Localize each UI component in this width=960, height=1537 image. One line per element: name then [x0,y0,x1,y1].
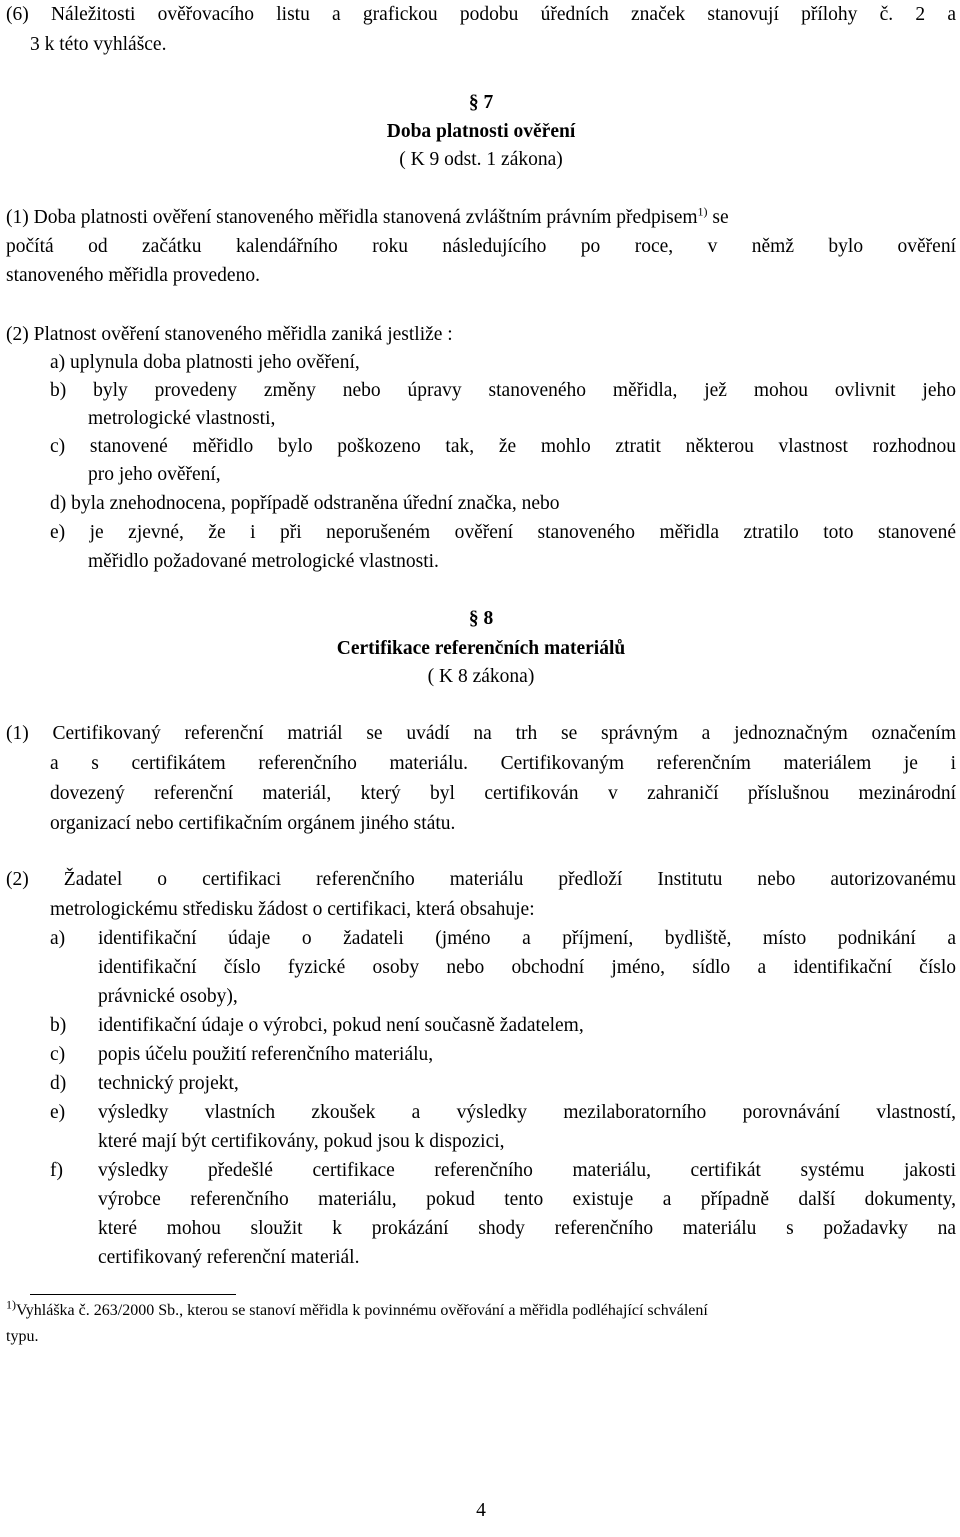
page-number: 4 [476,1500,486,1521]
s8-item-f-label: f) [50,1160,63,1181]
s8-p2-line-1: (2) Žadatel o certifikaci referenčního materiálu předloží Institutu nebo autorizovanému [6,869,956,890]
section-8-title: Certifikace referenčních materiálů [336,638,626,659]
s8-item-f-line-3: které mohou sloužit k prokázání shody referenčního materiálu s požadavky na [98,1218,956,1239]
paragraph-6-line-1: (6) Náležitosti ověřovacího listu a grafickou podobu úředních značek stanovují přílohy č. 2 a [6,4,956,25]
footnote-ref: 1) [697,204,708,219]
s8-item-a-line-1: identifikační údaje o žadateli (jméno a příjmení, bydliště, místo podnikání a [98,928,956,949]
s8-item-e-label: e) [50,1102,66,1123]
section-7-reference: ( K 9 odst. 1 zákona) [399,149,563,170]
section-8-number: § 8 [468,608,494,629]
s8-item-a-label: a) [50,928,66,949]
s7-p2-item-e: e) je zjevné, že i při neporušeném ověření stanoveného měřidla ztratilo toto stanovené [50,522,956,543]
s8-item-a-line-2: identifikační číslo fyzické osoby nebo obchodní jméno, sídlo a identifikační číslo [98,957,956,978]
s8-item-d-line-1: technický projekt, [98,1073,239,1094]
s7-p2-item-e-cont: měřidlo požadované metrologické vlastnosti. [88,551,439,572]
s7-p2-item-b: b) byly provedeny změny nebo úpravy stanoveného měřidla, jež mohou ovlivnit jeho [50,380,956,401]
s7-p1-line-2: počítá od začátku kalendářního roku následujícího po roce, v němž bylo ověření [6,236,956,257]
s8-p1-line-2: a s certifikátem referenčního materiálu. Certifikovaným referenčním materiálem je i [50,753,956,774]
s7-p2-item-a: a) uplynula doba platnosti jeho ověření, [50,352,360,373]
s8-item-f-line-1: výsledky předešlé certifikace referenčního materiálu, certifikát systému jakosti [98,1160,956,1181]
s7-p1-text: (1) Doba platnosti ověření stanoveného měřidla stanovená zvláštním právním předpisem [6,207,698,228]
s8-item-b-label: b) [50,1015,67,1036]
paragraph-6-line-2: 3 k této vyhlášce. [30,34,167,55]
s8-p2-line-2: metrologickému středisku žádost o certifikaci, která obsahuje: [50,899,535,920]
s8-item-a-line-3: právnické osoby), [98,986,238,1007]
s8-p1-line-3: dovezený referenční materiál, který byl certifikován v zahraničí příslušnou mezinárodní [50,783,956,804]
s8-item-b-line-1: identifikační údaje o výrobci, pokud není současně žadatelem, [98,1015,584,1036]
s8-item-c-label: c) [50,1044,66,1065]
footnote-line-2: typu. [6,1328,39,1345]
s7-p1-text-end: se [707,207,729,228]
section-7-title: Doba platnosti ověření [386,121,576,142]
section-7-number: § 7 [468,92,494,113]
s7-p2-item-c-cont: pro jeho ověření, [88,464,221,485]
s8-p1-line-4: organizací nebo certifikačním orgánem jiného státu. [50,813,456,834]
s8-item-c-line-1: popis účelu použití referenčního materiálu, [98,1044,434,1065]
s7-p2-item-b-cont: metrologické vlastnosti, [88,408,276,429]
s7-p2-item-d: d) byla znehodnocena, popřípadě odstraněna úřední značka, nebo [50,493,560,514]
s8-p1-line-1: (1) Certifikovaný referenční matriál se uvádí na trh se správným a jednoznačným označením [6,723,956,744]
footnote-marker: 1) [6,1297,16,1312]
s7-p2-item-c: c) stanovené měřidlo bylo poškozeno tak, že mohlo ztratit některou vlastnost rozhodnou [50,436,956,457]
s7-p2-intro: (2) Platnost ověření stanoveného měřidla zaniká jestliže : [6,324,453,345]
s8-item-e-line-1: výsledky vlastních zkoušek a výsledky mezilaboratorního porovnávání vlastností, [98,1102,956,1123]
section-8-reference: ( K 8 zákona) [427,666,535,687]
footnote-text: Vyhláška č. 263/2000 Sb., kterou se stanoví měřidla k povinnému ověřování a měřidla podléhající schválení [16,1302,708,1319]
footnote-line-1 [6,1298,708,1324]
s8-item-f-line-2: výrobce referenčního materiálu, pokud tento existuje a případně další dokumenty, [98,1189,956,1210]
s8-item-d-label: d) [50,1073,67,1094]
s7-p1-line-1 [6,203,956,233]
s8-item-f-line-4: certifikovaný referenční materiál. [98,1247,360,1268]
s7-p1-line-3: stanoveného měřidla provedeno. [6,265,260,286]
footnote-separator [30,1294,236,1295]
s8-item-e-line-2: které mají být certifikovány, pokud jsou k dispozici, [98,1131,505,1152]
